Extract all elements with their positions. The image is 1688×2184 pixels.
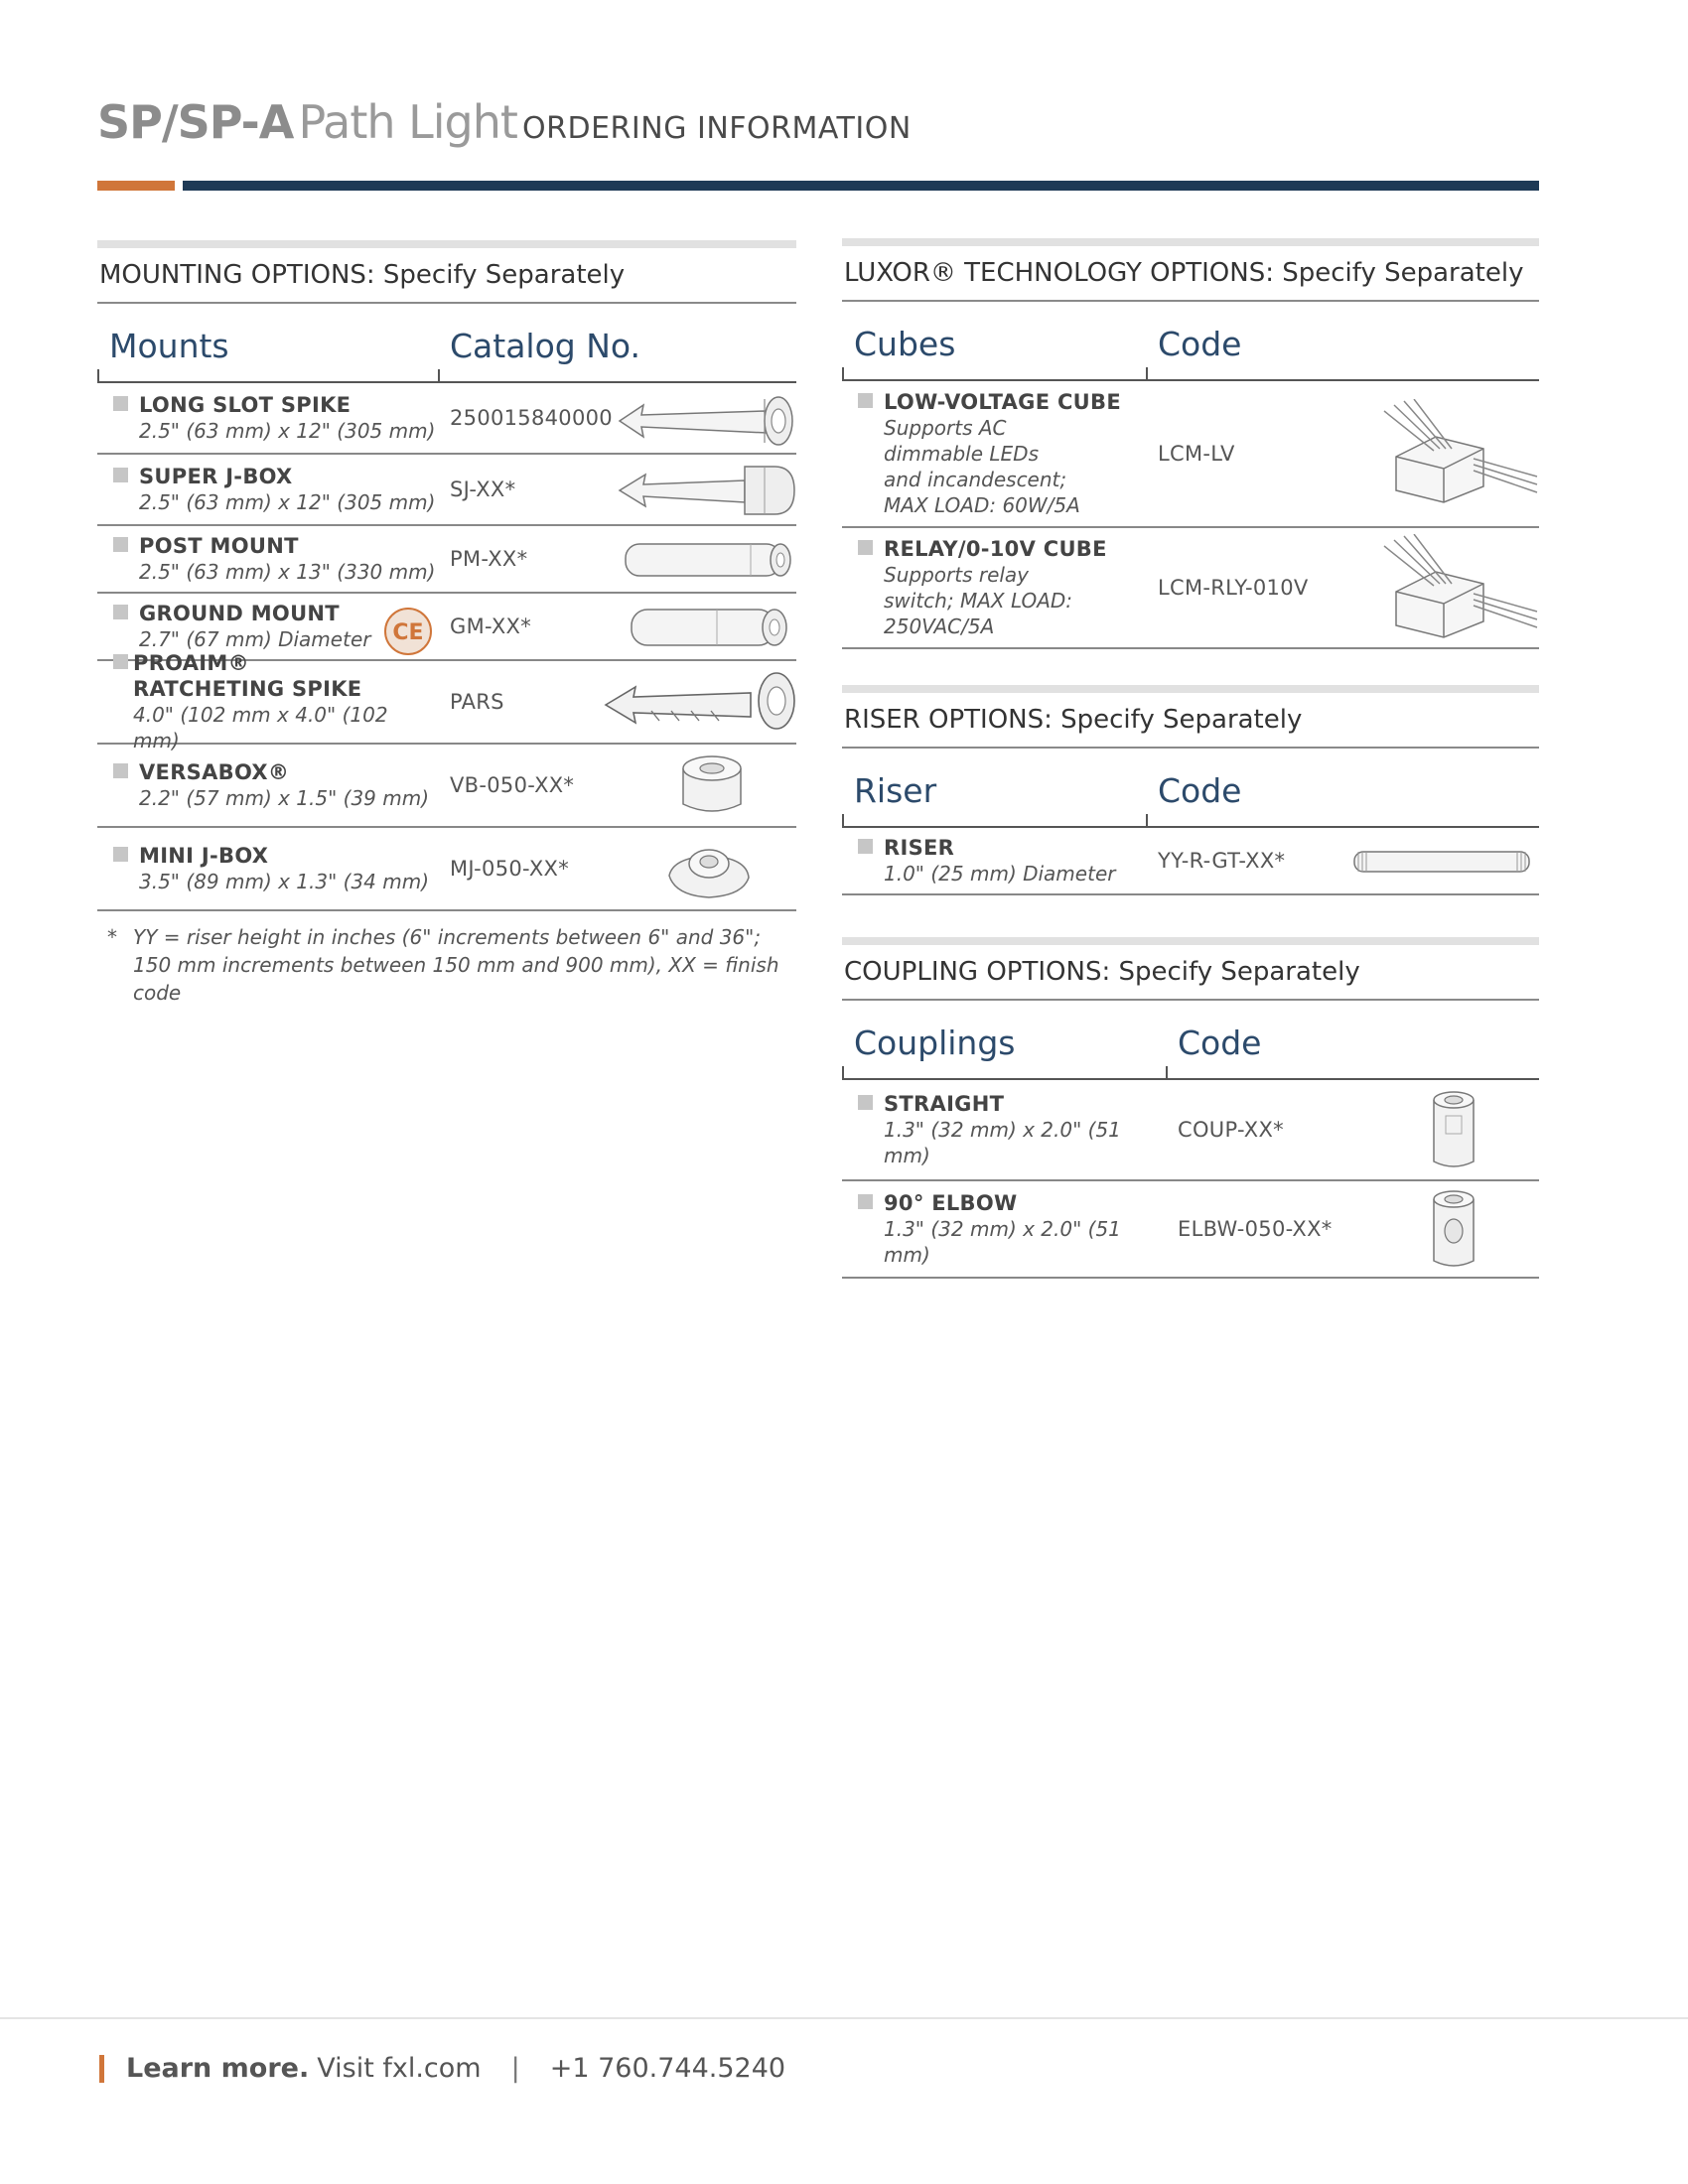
- section-title: MOUNTING OPTIONS: Specify Separately: [97, 248, 796, 304]
- item-desc-line: Supports AC: [884, 416, 1007, 440]
- bullet-square: [113, 468, 128, 482]
- item-code: LCM-LV: [1158, 442, 1235, 466]
- bullet-square: [113, 847, 128, 862]
- table-header: [842, 1001, 1539, 1080]
- item-desc-line: MAX LOAD: 60W/5A: [884, 493, 1080, 517]
- bullet-square: [113, 763, 128, 778]
- item-desc: 2.2" (57 mm) x 1.5" (39 mm): [139, 786, 430, 810]
- item-name: RELAY/0-10V CUBE: [884, 537, 1107, 561]
- bullet-square: [113, 537, 128, 552]
- coupling-options-section: [842, 937, 1539, 1279]
- column-header-code: Code: [1146, 749, 1539, 826]
- column-header-mounts: Mounts: [97, 304, 438, 381]
- column-header-code: Code: [1166, 1001, 1539, 1078]
- item-desc: 2.7" (67 mm) Diameter: [139, 627, 371, 651]
- column-header-cubes: Cubes: [842, 302, 1146, 379]
- item-name: VERSABOX®: [139, 760, 290, 784]
- table-row: [97, 828, 796, 911]
- item-name: MINI J-BOX: [139, 844, 269, 868]
- item-name: LOW-VOLTAGE CUBE: [884, 390, 1121, 414]
- bullet-square: [113, 654, 128, 669]
- mounting-options-section: [97, 240, 796, 911]
- footer-divider: [0, 2017, 1688, 2019]
- ce-badge-icon: [383, 607, 433, 656]
- luxor-options-section: [842, 238, 1539, 649]
- versabox-icon: [677, 752, 747, 820]
- footer-learn-more: Learn more.: [126, 2053, 310, 2084]
- item-code: YY-R-GT-XX*: [1158, 849, 1286, 873]
- item-desc: 2.5" (63 mm) x 13" (330 mm): [139, 560, 436, 584]
- page-title: [97, 95, 912, 149]
- item-desc-line: 250VAC/5A: [884, 614, 995, 638]
- item-desc: 2.5" (63 mm) x 12" (305 mm): [139, 419, 436, 443]
- bullet-square: [858, 540, 873, 555]
- section-title: COUPLING OPTIONS: Specify Separately: [842, 945, 1539, 1001]
- item-name: 90° ELBOW: [884, 1191, 1018, 1215]
- footer-website-link[interactable]: Visit fxl.com: [317, 2053, 482, 2084]
- footnote: [107, 923, 792, 1007]
- footer-phone[interactable]: +1 760.744.5240: [549, 2053, 786, 2084]
- table-row: [97, 526, 796, 594]
- item-name: RISER: [884, 836, 955, 860]
- bullet-square: [858, 1095, 873, 1110]
- column-header-catalog: Catalog No.: [438, 304, 796, 381]
- item-code: PM-XX*: [450, 547, 528, 571]
- item-code: MJ-050-XX*: [450, 857, 570, 881]
- item-code: 250015840000: [450, 406, 613, 430]
- jbox-spike-icon: [616, 461, 800, 520]
- header-accent-navy: [183, 181, 1539, 191]
- post-mount-icon: [622, 536, 800, 584]
- footnote-text: YY = riser height in inches (6" increments between 6" and 36"; 150 mm increments between 150 mm and 900 mm), XX = finish code: [133, 925, 779, 1005]
- section-title: RISER OPTIONS: Specify Separately: [842, 693, 1539, 749]
- table-header: [842, 302, 1539, 381]
- bullet-square: [113, 396, 128, 411]
- bullet-square: [858, 393, 873, 408]
- item-code: ELBW-050-XX*: [1178, 1217, 1333, 1241]
- mini-jbox-icon: [663, 838, 755, 901]
- item-desc: 1.3" (32 mm) x 2.0" (51 mm): [884, 1217, 1121, 1267]
- item-desc: 1.0" (25 mm) Diameter: [884, 862, 1116, 886]
- cube-module-icon: [1374, 534, 1539, 643]
- footer: [99, 2053, 785, 2084]
- header-accent-orange: [97, 181, 175, 191]
- item-code: PARS: [450, 690, 504, 714]
- bullet-square: [858, 839, 873, 854]
- elbow-coupling-icon: [1428, 1187, 1479, 1273]
- bullet-square: [858, 1194, 873, 1209]
- table-row: [97, 455, 796, 526]
- spike-icon: [616, 389, 800, 449]
- item-name: POST MOUNT: [139, 534, 299, 558]
- straight-coupling-icon: [1428, 1088, 1479, 1173]
- item-code: COUP-XX*: [1178, 1118, 1284, 1142]
- table-row: [97, 745, 796, 828]
- footer-accent-bar: [99, 2055, 104, 2083]
- table-row: [842, 1181, 1539, 1279]
- table-row: [842, 528, 1539, 649]
- table-row: [842, 828, 1539, 895]
- item-name: LONG SLOT SPIKE: [139, 393, 352, 417]
- riser-options-section: [842, 685, 1539, 895]
- column-header-couplings: Couplings: [842, 1001, 1166, 1078]
- item-name: STRAIGHT: [884, 1092, 1005, 1116]
- title-product-name: Path Light: [298, 95, 517, 149]
- table-row: [97, 383, 796, 455]
- footer-separator: |: [510, 2053, 520, 2084]
- section-top-bar: [842, 238, 1539, 246]
- footnote-mark: *: [107, 925, 117, 949]
- riser-pipe-icon: [1346, 846, 1537, 878]
- table-row: [97, 651, 796, 752]
- item-desc-line: and incandescent;: [884, 468, 1067, 491]
- item-desc-line: switch; MAX LOAD:: [884, 589, 1073, 613]
- section-top-bar: [842, 685, 1539, 693]
- item-desc: 3.5" (89 mm) x 1.3" (34 mm): [139, 870, 430, 893]
- item-desc: 4.0" (102 mm x 4.0" (102 mm): [133, 703, 388, 752]
- item-code: VB-050-XX*: [450, 773, 575, 797]
- item-name: PROAIM® RATCHETING SPIKE: [133, 651, 362, 701]
- item-name: SUPER J-BOX: [139, 465, 293, 488]
- column-header-code: Code: [1146, 302, 1539, 379]
- column-header-riser: Riser: [842, 749, 1146, 826]
- item-desc-line: Supports relay: [884, 563, 1030, 587]
- section-top-bar: [97, 240, 796, 248]
- item-desc: 1.3" (32 mm) x 2.0" (51 mm): [884, 1118, 1121, 1167]
- item-desc: 2.5" (63 mm) x 12" (305 mm): [139, 490, 436, 514]
- item-name: GROUND MOUNT: [139, 602, 340, 625]
- item-code: GM-XX*: [450, 614, 531, 638]
- bullet-square: [113, 605, 128, 619]
- ground-mount-icon: [628, 604, 796, 651]
- cube-module-icon: [1374, 399, 1539, 508]
- title-product-code: SP/SP-A: [97, 95, 294, 149]
- table-row: [842, 1080, 1539, 1181]
- title-section: ORDERING INFORMATION: [522, 111, 912, 146]
- item-code: SJ-XX*: [450, 478, 516, 501]
- svg-text:CE: CE: [392, 620, 424, 645]
- ratcheting-spike-icon: [602, 667, 800, 739]
- section-title: LUXOR® TECHNOLOGY OPTIONS: Specify Separately: [842, 246, 1539, 302]
- table-header: [97, 304, 796, 383]
- table-row: [842, 381, 1539, 528]
- item-desc-line: dimmable LEDs: [884, 442, 1039, 466]
- section-top-bar: [842, 937, 1539, 945]
- table-header: [842, 749, 1539, 828]
- item-code: LCM-RLY-010V: [1158, 576, 1309, 600]
